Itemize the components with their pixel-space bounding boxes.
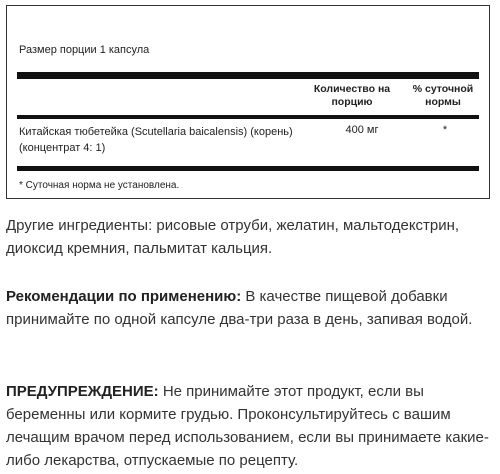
thick-divider <box>17 72 479 79</box>
other-ingredients-text: Другие ингредиенты: рисовые отруби, желатин, мальтодекстрин, диоксид кремния, пальмитат кальция. <box>6 217 460 257</box>
serving-size: Размер порции 1 капсула <box>19 44 150 56</box>
usage-paragraph <box>6 285 496 331</box>
daily-value-footnote: * Суточная норма не установлена. <box>19 180 180 191</box>
bottom-divider <box>17 166 479 171</box>
warning-label: ПРЕДУПРЕЖДЕНИЕ: <box>6 383 159 400</box>
header-daily-value: % суточной нормы <box>412 83 474 108</box>
ingredient-name: Китайская тюбетейка (Scutellaria baicalensis) (корень) (концентрат 4: 1) <box>19 126 293 154</box>
ingredient-daily-value: * <box>442 124 448 136</box>
usage-text: В качестве пищевой добавки принимайте по одной капсуле два-три раза в день, запивая водой. <box>6 288 473 328</box>
header-amount-per-serving: Количество на порцию <box>313 83 391 108</box>
warning-text: Не принимайте этот продукт, если вы беременны или кормите грудью. Проконсультируйтесь с вашим лечащим врачом перед использованием, если вы принимаете какие-либо лекарства, отпускаемые по рецепту. <box>6 383 489 469</box>
warning-paragraph <box>6 380 496 472</box>
supplement-facts-panel <box>6 5 490 199</box>
ingredient-amount: 400 мг <box>345 124 379 136</box>
usage-label: Рекомендации по применению: <box>6 288 242 305</box>
thin-divider <box>17 115 479 119</box>
